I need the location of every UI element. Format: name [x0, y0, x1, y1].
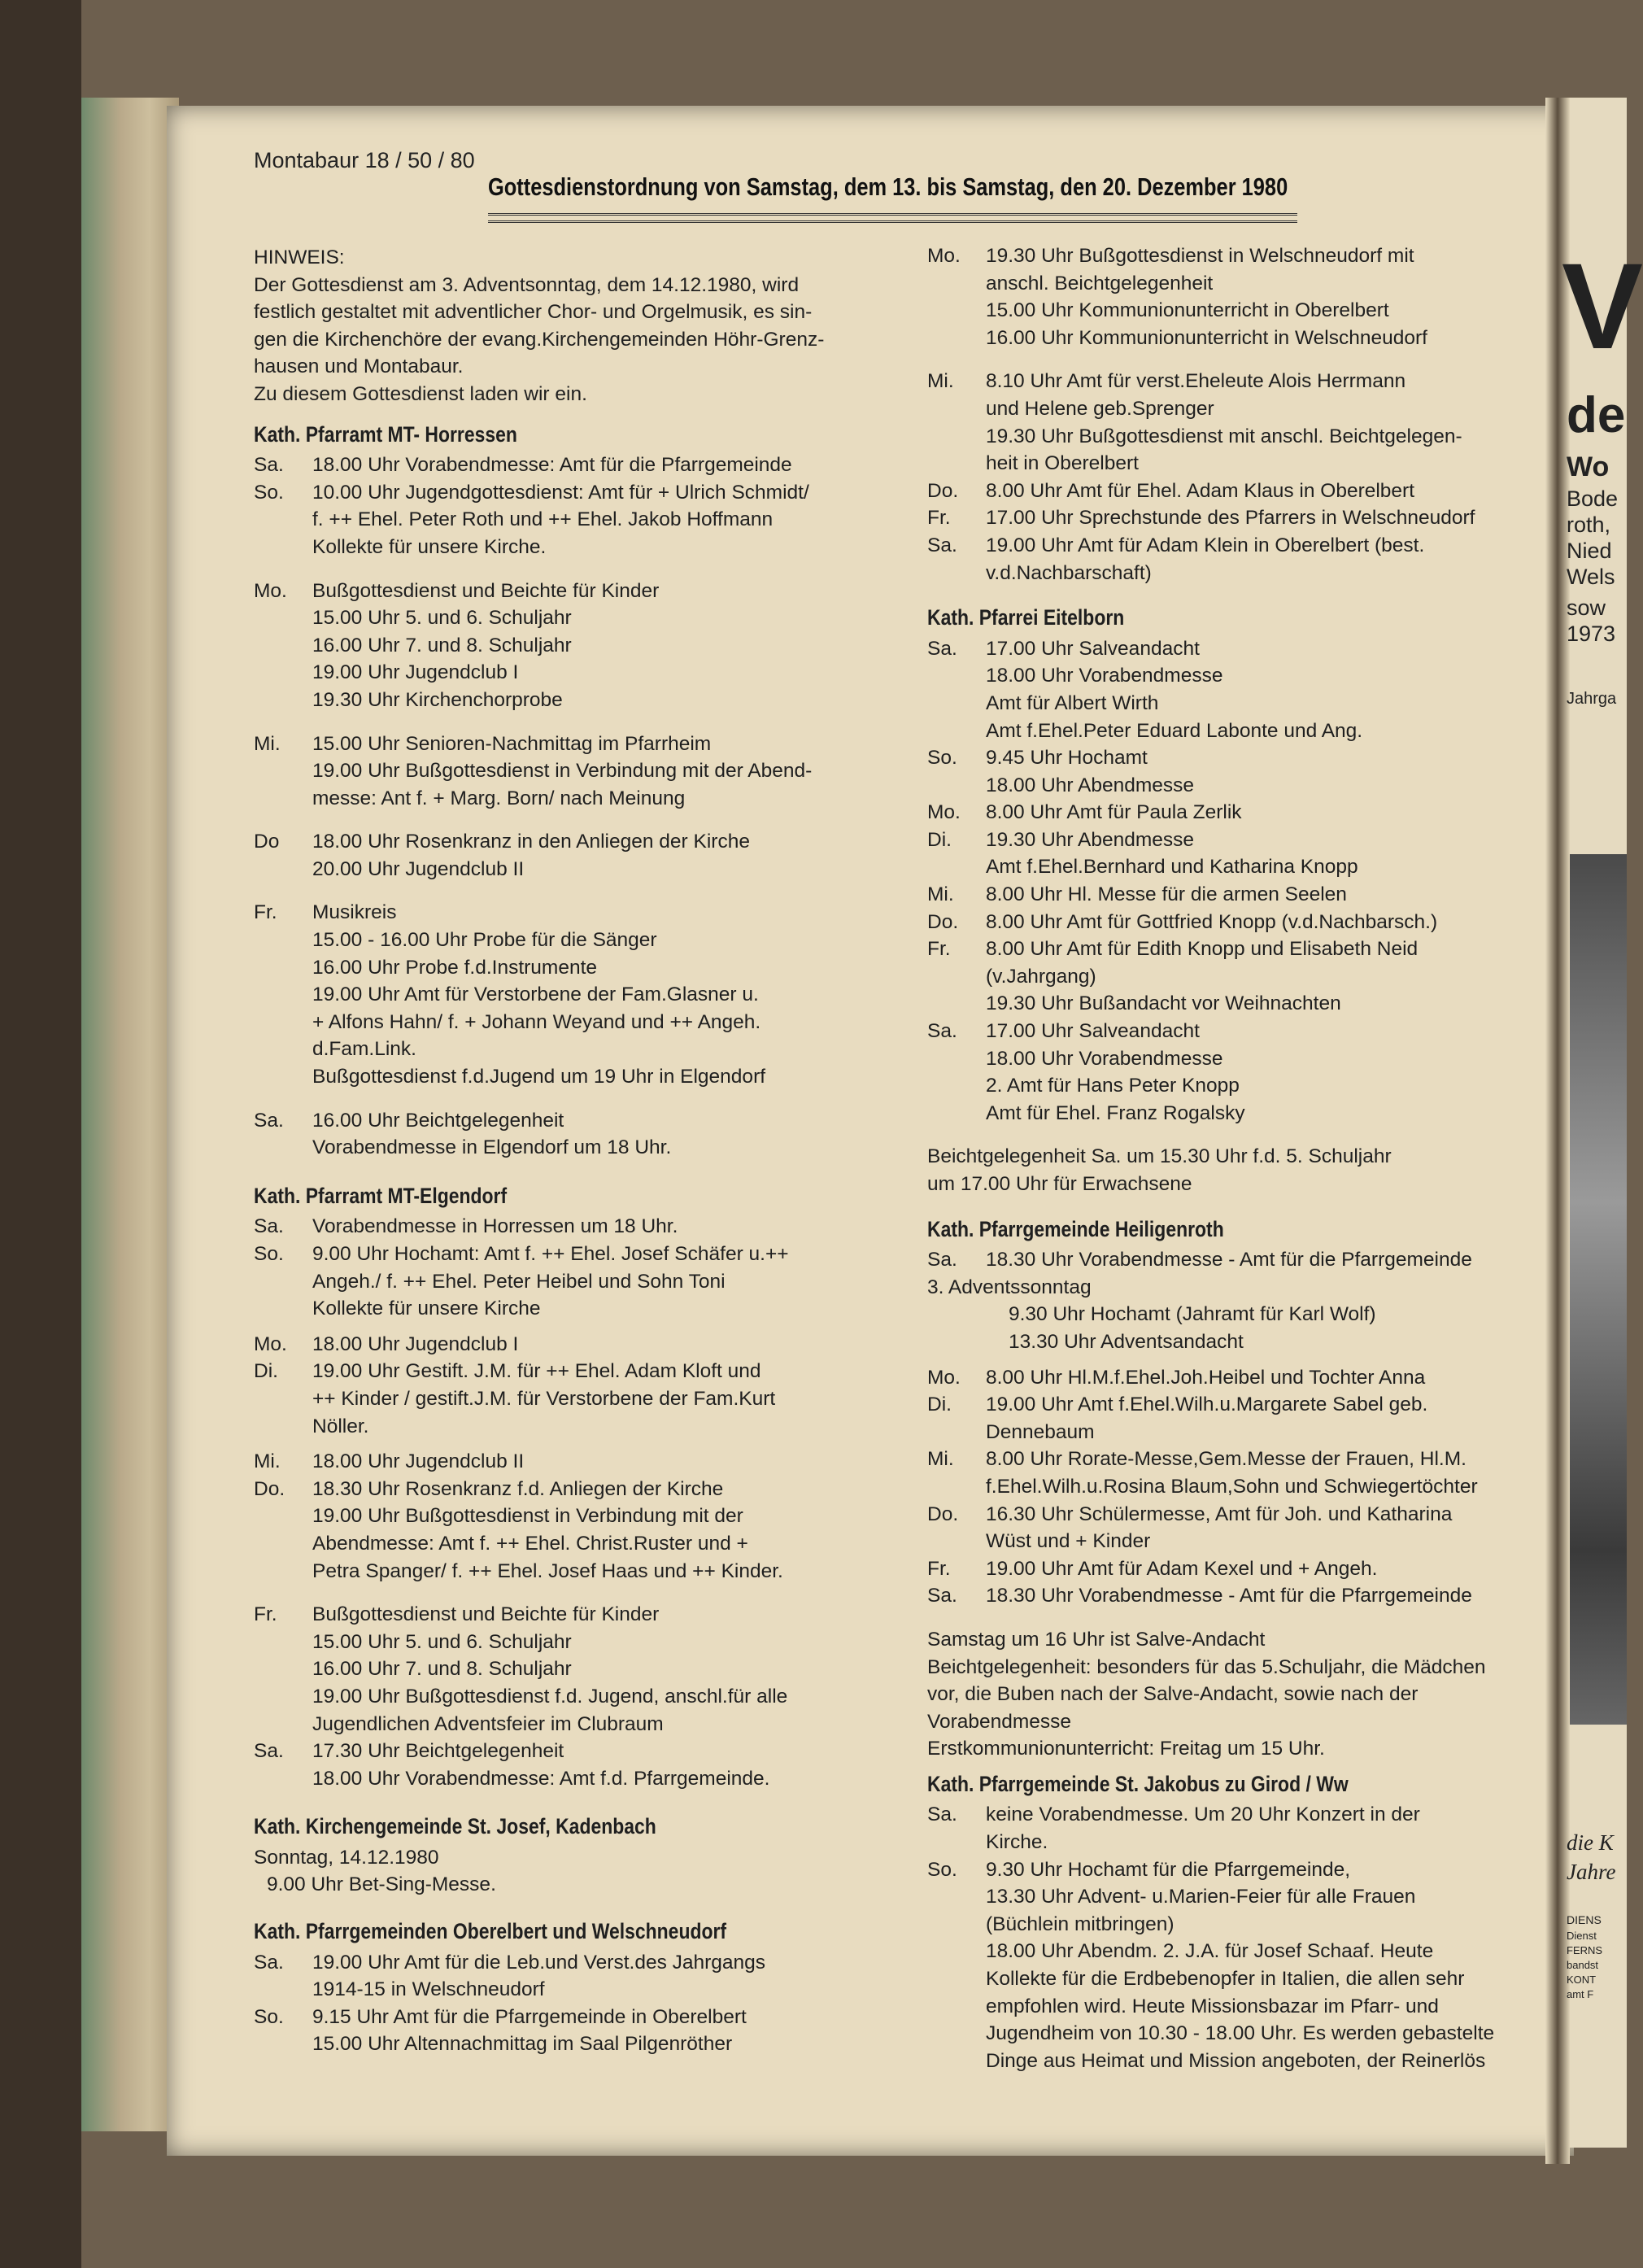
weekday-label: Mi. [927, 1448, 954, 1471]
notice-line: festlich gestaltet mit adventlicher Chor- und Orgelmusik, es sin- [254, 301, 813, 324]
next-page-fragment: sow [1567, 595, 1606, 620]
entry-line: empfohlen wird. Heute Missionsbazar im Pfarr- und [986, 1995, 1439, 2017]
entry-line: 18.00 Uhr Jugendclub I [312, 1332, 519, 1355]
entry-line: anschl. Beichtgelegenheit [986, 272, 1214, 294]
weekday-label: Sa. [927, 637, 957, 660]
entry-line: 17.00 Uhr Salveandacht [986, 1020, 1200, 1043]
schedule-entry [927, 1364, 1562, 1392]
schedule-entry [927, 242, 1562, 351]
entry-line: messe: Ant f. + Marg. Born/ nach Meinung [312, 787, 686, 809]
entry-line: 18.00 Uhr Jugendclub II [312, 1450, 525, 1473]
weekday-label: So. [254, 2005, 284, 2028]
notice-line: gen die Kirchenchöre der evang.Kirchengemeinden Höhr-Grenz- [254, 328, 825, 351]
schedule-entry [927, 1856, 1562, 2075]
entry-line: Kollekte für unsere Kirche [312, 1298, 541, 1320]
entry-line: um 17.00 Uhr für Erwachsene [927, 1173, 1192, 1195]
weekday-label: Mo. [254, 579, 287, 602]
weekday-label: Do [254, 831, 280, 853]
entry-line: 8.10 Uhr Amt für verst.Eheleute Alois Herrmann [986, 370, 1406, 393]
schedule-entry [254, 731, 888, 813]
entry-line: keine Vorabendmesse. Um 20 Uhr Konzert in der [986, 1803, 1420, 1826]
entry-line: + Alfons Hahn/ f. + Johann Weyand und ++ Angeh. [312, 1010, 761, 1033]
schedule-entry [254, 1601, 888, 1738]
entry-line: Nöller. [312, 1415, 369, 1437]
weekday-label: Mi. [927, 883, 954, 906]
weekday-label: Mi. [254, 732, 281, 755]
weekday-label: Mo. [254, 1332, 287, 1355]
schedule-entry [927, 909, 1562, 936]
entry-line: Wüst und + Kinder [986, 1530, 1151, 1553]
weekday-label: Sa. [254, 1951, 284, 1974]
entry-line: 18.30 Uhr Rosenkranz f.d. Anliegen der Kirche [312, 1477, 724, 1500]
weekday-label: Fr. [254, 901, 277, 924]
entry-line: 19.00 Uhr Gestift. J.M. für ++ Ehel. Adam Kloft und [312, 1360, 761, 1383]
section-heading: Kath. Pfarrgemeinde Heiligenroth [927, 1216, 1224, 1241]
right-column [927, 242, 1562, 2074]
next-page-fragment: Jahre [1567, 1860, 1616, 1884]
entry-line: Beichtgelegenheit: besonders für das 5.Schuljahr, die Mädchen [927, 1655, 1486, 1678]
entry-line: 18.00 Uhr Vorabendmesse: Amt f.d. Pfarrgemeinde. [312, 1767, 770, 1790]
schedule-entry [927, 1018, 1562, 1127]
schedule-entry [254, 1949, 888, 2004]
entry-line: 8.00 Uhr Hl.M.f.Ehel.Joh.Heibel und Tochter Anna [986, 1366, 1426, 1389]
schedule-entry [927, 1801, 1562, 1856]
notice-line: HINWEIS: [254, 246, 345, 268]
weekday-label: Di. [927, 828, 952, 851]
entry-line: 15.00 Uhr 5. und 6. Schuljahr [312, 607, 572, 630]
schedule-entry [927, 1582, 1562, 1610]
weekday-label: Sa. [254, 454, 284, 477]
schedule-entry [254, 479, 888, 561]
entry-line: 16.00 Uhr Beichtgelegenheit [312, 1109, 564, 1132]
weekday-label: Di. [254, 1360, 278, 1383]
entry-line: vor, die Buben nach der Salve-Andacht, sowie nach der [927, 1683, 1419, 1706]
entry-line: 19.00 Uhr Amt für die Leb.und Verst.des Jahrgangs [312, 1951, 766, 1974]
entry-line: Beichtgelegenheit Sa. um 15.30 Uhr f.d. 5. Schuljahr [927, 1145, 1392, 1168]
schedule-entry [254, 828, 888, 883]
schedule-entry [927, 1555, 1562, 1583]
entry-line: 19.30 Uhr Bußandacht vor Weihnachten [986, 992, 1341, 1015]
page-title: Gottesdienstordnung von Samstag, dem 13. bis Samstag, den 20. Dezember 1980 [488, 172, 1288, 201]
entry-line: Amt f.Ehel.Bernhard und Katharina Knopp [986, 856, 1358, 879]
notice-line: hausen und Montabaur. [254, 355, 464, 378]
weekday-label: Sa. [927, 1585, 957, 1607]
entry-line: Bußgottesdienst und Beichte für Kinder [312, 579, 660, 602]
schedule-entry [927, 1501, 1562, 1555]
weekday-label: So. [254, 481, 284, 504]
entry-line: Kollekte für unsere Kirche. [312, 535, 547, 558]
entry-line: 16.00 Uhr Probe f.d.Instrumente [312, 956, 597, 979]
weekday-label: Sa. [254, 1109, 284, 1132]
entry-line: 16.30 Uhr Schülermesse, Amt für Joh. und Katharina [986, 1503, 1453, 1525]
next-page-fragment: Wels [1567, 565, 1615, 589]
schedule-entry [927, 504, 1562, 532]
entry-line: 18.30 Uhr Vorabendmesse - Amt für die Pfarrgemeinde [986, 1249, 1472, 1271]
next-page-fragment: Dienst [1567, 1930, 1597, 1942]
entry-line: 19.30 Uhr Bußgottesdienst in Welschneudorf mit [986, 245, 1414, 267]
left-column [254, 244, 888, 2058]
next-page-fragment: V [1562, 238, 1643, 374]
next-page-fragment: FERNS [1567, 1944, 1603, 1956]
schedule-entry [927, 532, 1562, 587]
entry-line: 13.30 Uhr Advent- u.Marien-Feier für alle Frauen [986, 1886, 1416, 1908]
entry-line: 9.45 Uhr Hochamt [986, 747, 1148, 770]
entry-line: 18.00 Uhr Vorabendmesse [986, 1047, 1223, 1070]
entry-line: Dinge aus Heimat und Mission angeboten, der Reinerlös [986, 2049, 1486, 2072]
schedule-entry [927, 635, 1562, 744]
entry-line: Vorabendmesse in Horressen um 18 Uhr. [312, 1215, 678, 1238]
entry-line: 18.00 Uhr Vorabendmesse: Amt für die Pfarrgemeinde [312, 454, 792, 477]
weekday-label: Sa. [927, 1249, 957, 1271]
entry-line: Amt f.Ehel.Peter Eduard Labonte und Ang. [986, 719, 1363, 742]
entry-line: 15.00 Uhr 5. und 6. Schuljahr [312, 1630, 572, 1653]
entry-line: Angeh./ f. ++ Ehel. Peter Heibel und Sohn Toni [312, 1270, 726, 1293]
weekday-label: Fr. [927, 507, 951, 530]
entry-line: 18.00 Uhr Rosenkranz in den Anliegen der Kirche [312, 831, 750, 853]
entry-line: Amt für Ehel. Franz Rogalsky [986, 1101, 1245, 1124]
entry-line: 18.30 Uhr Vorabendmesse - Amt für die Pfarrgemeinde [986, 1585, 1472, 1607]
entry-line: Kirche. [986, 1831, 1048, 1854]
entry-line: v.d.Nachbarschaft) [986, 561, 1152, 584]
entry-line: 15.00 - 16.00 Uhr Probe für die Sänger [312, 929, 657, 952]
weekday-label: Do. [927, 1503, 959, 1525]
title-underline [488, 213, 1297, 223]
entry-line: 3. Adventssonntag [927, 1276, 1092, 1298]
entry-line: Vorabendmesse [927, 1710, 1072, 1733]
weekday-label: Sa. [254, 1215, 284, 1238]
entry-line: und Helene geb.Sprenger [986, 397, 1214, 420]
entry-line: 8.00 Uhr Amt für Gottfried Knopp (v.d.Nachbarsch.) [986, 910, 1438, 933]
entry-line: (Büchlein mitbringen) [986, 1913, 1175, 1935]
entry-line: 19.00 Uhr Amt f.Ehel.Wilh.u.Margarete Sabel geb. [986, 1394, 1428, 1416]
weekday-label: Sa. [254, 1740, 284, 1763]
entry-line: 8.00 Uhr Rorate-Messe,Gem.Messe der Frauen, Hl.M. [986, 1448, 1466, 1471]
weekday-label: Mi. [927, 370, 954, 393]
entry-line: 8.00 Uhr Amt für Ehel. Adam Klaus in Oberelbert [986, 479, 1415, 502]
entry-line: 19.00 Uhr Bußgottesdienst in Verbindung mit der Abend- [312, 760, 813, 783]
entry-line: Jugendlichen Adventsfeier im Clubraum [312, 1712, 664, 1735]
weekday-label: Mo. [927, 245, 961, 267]
entry-line: 18.00 Uhr Abendmesse [986, 774, 1195, 796]
entry-line: d.Fam.Link. [312, 1038, 416, 1061]
entry-line: 18.00 Uhr Vorabendmesse [986, 665, 1223, 687]
entry-line: 1914-15 in Welschneudorf [312, 1978, 545, 2001]
entry-line: 2. Amt für Hans Peter Knopp [986, 1075, 1240, 1097]
section-heading: Kath. Pfarrgemeinden Oberelbert und Welschneudorf [254, 1919, 727, 1944]
next-page-fragment: die K [1567, 1830, 1614, 1855]
page-edges [81, 98, 179, 2131]
schedule-entry [927, 744, 1562, 799]
entry-line: Bußgottesdienst f.d.Jugend um 19 Uhr in Elgendorf [312, 1066, 766, 1088]
weekday-label: Fr. [927, 938, 951, 961]
entry-line: 17.00 Uhr Salveandacht [986, 637, 1200, 660]
schedule-entry [254, 899, 888, 1090]
weekday-label: Mo. [927, 801, 961, 824]
weekday-label: Fr. [927, 1557, 951, 1580]
entry-line: 9.15 Uhr Amt für die Pfarrgemeinde in Oberelbert [312, 2005, 747, 2028]
entry-line: Musikreis [312, 901, 397, 924]
weekday-label: Do. [927, 910, 959, 933]
schedule-entry [927, 936, 1562, 1018]
section-heading: Kath. Pfarramt MT- Horressen [254, 421, 517, 447]
schedule-entry [927, 799, 1562, 827]
entry-line: 19.00 Uhr Jugendclub I [312, 661, 519, 684]
entry-line: 17.00 Uhr Sprechstunde des Pfarrers in Welschneudorf [986, 507, 1475, 530]
schedule-entry [927, 1391, 1562, 1446]
schedule-entry [254, 1241, 888, 1323]
schedule-entry [254, 1476, 888, 1585]
entry-line: Vorabendmesse in Elgendorf um 18 Uhr. [312, 1136, 672, 1159]
notice-block [254, 244, 888, 408]
section-heading: Kath. Pfarrgemeinde St. Jakobus zu Girod / Ww [927, 1771, 1349, 1796]
next-page-fragment: Bode [1567, 486, 1619, 511]
weekday-label: Sa. [927, 534, 957, 556]
entry-line: 19.30 Uhr Abendmesse [986, 828, 1195, 851]
book-spine [0, 0, 81, 2268]
entry-line: Amt für Albert Wirth [986, 691, 1159, 714]
schedule-entry [254, 578, 888, 714]
next-page-photo [1570, 854, 1627, 1725]
schedule-entry [254, 1738, 888, 1792]
entry-line: 19.30 Uhr Kirchenchorprobe [312, 688, 563, 711]
next-page-fragment: Wo [1567, 451, 1610, 482]
entry-line: Erstkommunionunterricht: Freitag um 15 Uhr. [927, 1738, 1325, 1760]
schedule-entry [254, 2004, 888, 2058]
entry-line: (v.Jahrgang) [986, 965, 1096, 988]
next-page-fragment: bandst [1567, 1959, 1599, 1971]
schedule-entry [927, 1246, 1562, 1274]
page-header: Montabaur 18 / 50 / 80 [254, 148, 475, 172]
schedule-entry [254, 1358, 888, 1440]
entry-line: 17.30 Uhr Beichtgelegenheit [312, 1740, 564, 1763]
entry-line: Bußgottesdienst und Beichte für Kinder [312, 1603, 660, 1626]
schedule-entry [927, 1446, 1562, 1500]
weekday-label: Fr. [254, 1603, 277, 1626]
entry-line: 18.00 Uhr Abendm. 2. J.A. für Josef Schaaf. Heute [986, 1940, 1434, 1963]
weekday-label: Mo. [927, 1366, 961, 1389]
entry-line: 13.30 Uhr Adventsandacht [1009, 1330, 1244, 1353]
entry-line: 19.00 Uhr Amt für Adam Kexel und + Angeh. [986, 1557, 1378, 1580]
weekday-label: Do. [254, 1477, 285, 1500]
weekday-label: Sa. [927, 1803, 957, 1826]
next-page-fragment: roth, [1567, 512, 1611, 537]
weekday-label: So. [254, 1243, 284, 1265]
section-heading: Kath. Pfarramt MT-Elgendorf [254, 1183, 508, 1208]
entry-line: 15.00 Uhr Altennachmittag im Saal Pilgenröther [312, 2033, 733, 2056]
schedule-entry [254, 1107, 888, 1162]
entry-line: 19.00 Uhr Bußgottesdienst in Verbindung mit der [312, 1505, 743, 1528]
entry-line: Dennebaum [986, 1420, 1095, 1443]
entry-line: 15.00 Uhr Senioren-Nachmittag im Pfarrheim [312, 732, 712, 755]
entry-line: Sonntag, 14.12.1980 [254, 1846, 439, 1869]
entry-line: 9.00 Uhr Hochamt: Amt f. ++ Ehel. Josef Schäfer u.++ [312, 1243, 789, 1265]
schedule-entry [927, 881, 1562, 909]
next-page-fragment: de [1567, 387, 1626, 443]
entry-line: Kollekte für die Erdbebenopfer in Italien, die allen sehr [986, 1968, 1465, 1991]
weekday-label: Sa. [927, 1020, 957, 1043]
weekday-label: Mi. [254, 1450, 281, 1473]
adjacent-page [1562, 98, 1643, 2148]
next-page-fragment: amt F [1567, 1988, 1594, 2000]
section-heading: Kath. Kirchengemeinde St. Josef, Kadenbach [254, 1814, 656, 1839]
entry-line: Jugendheim von 10.30 - 18.00 Uhr. Es werden gebastelte [986, 2022, 1495, 2045]
entry-line: 20.00 Uhr Jugendclub II [312, 857, 525, 880]
weekday-label: Di. [927, 1394, 952, 1416]
weekday-label: So. [927, 1858, 957, 1881]
entry-line: 19.00 Uhr Bußgottesdienst f.d. Jugend, anschl.für alle [312, 1685, 788, 1708]
entry-line: 19.00 Uhr Amt für Verstorbene der Fam.Glasner u. [312, 984, 759, 1006]
schedule-entry [927, 827, 1562, 881]
entry-line: 9.30 Uhr Hochamt (Jahramt für Karl Wolf) [1009, 1303, 1376, 1326]
entry-line: 10.00 Uhr Jugendgottesdienst: Amt für + Ulrich Schmidt/ [312, 481, 809, 504]
entry-line: Petra Spanger/ f. ++ Ehel. Josef Haas und ++ Kinder. [312, 1559, 783, 1582]
entry-line: 8.00 Uhr Hl. Messe für die armen Seelen [986, 883, 1347, 906]
entry-line: f. ++ Ehel. Peter Roth und ++ Ehel. Jakob Hoffmann [312, 508, 774, 531]
entry-line: 16.00 Uhr 7. und 8. Schuljahr [312, 634, 572, 656]
entry-line: heit in Oberelbert [986, 452, 1139, 475]
schedule-entry [254, 451, 888, 479]
next-page-fragment: DIENS [1567, 1913, 1602, 1926]
notice-line: Der Gottesdienst am 3. Adventsonntag, dem 14.12.1980, wird [254, 273, 800, 296]
schedule-entry [254, 1213, 888, 1241]
entry-line: 19.00 Uhr Amt für Adam Klein in Oberelbert (best. [986, 534, 1425, 556]
notice-line: Zu diesem Gottesdienst laden wir ein. [254, 382, 587, 405]
entry-line: 19.30 Uhr Bußgottesdienst mit anschl. Beichtgelegen- [986, 425, 1462, 447]
next-page-fragment: KONT [1567, 1974, 1597, 1986]
schedule-entry [927, 368, 1562, 477]
next-page-fragment: Nied [1567, 539, 1612, 563]
schedule-entry [254, 1331, 888, 1359]
next-page-fragment: 1973 [1567, 622, 1616, 646]
entry-line: 9.30 Uhr Hochamt für die Pfarrgemeinde, [986, 1858, 1351, 1881]
section-heading: Kath. Pfarrei Eitelborn [927, 605, 1125, 630]
entry-line: 9.00 Uhr Bet-Sing-Messe. [267, 1873, 496, 1896]
next-page-fragment: Jahrga [1567, 690, 1617, 708]
weekday-label: So. [927, 747, 957, 770]
entry-line: f.Ehel.Wilh.u.Rosina Blaum,Sohn und Schwiegertöchter [986, 1475, 1478, 1498]
entry-line: ++ Kinder / gestift.J.M. für Verstorbene der Fam.Kurt [312, 1387, 776, 1410]
entry-line: 15.00 Uhr Kommunionunterricht in Oberelbert [986, 299, 1389, 322]
entry-line: 8.00 Uhr Amt für Paula Zerlik [986, 801, 1242, 824]
schedule-entry [254, 1448, 888, 1476]
entry-line: Abendmesse: Amt f. ++ Ehel. Christ.Ruster und + [312, 1532, 748, 1555]
entry-line: 16.00 Uhr Kommunionunterricht in Welschneudorf [986, 326, 1427, 349]
entry-line: 8.00 Uhr Amt für Edith Knopp und Elisabeth Neid [986, 938, 1419, 961]
schedule-entry [927, 478, 1562, 505]
entry-line: 16.00 Uhr 7. und 8. Schuljahr [312, 1658, 572, 1681]
entry-line: Samstag um 16 Uhr ist Salve-Andacht [927, 1628, 1266, 1651]
weekday-label: Do. [927, 479, 959, 502]
